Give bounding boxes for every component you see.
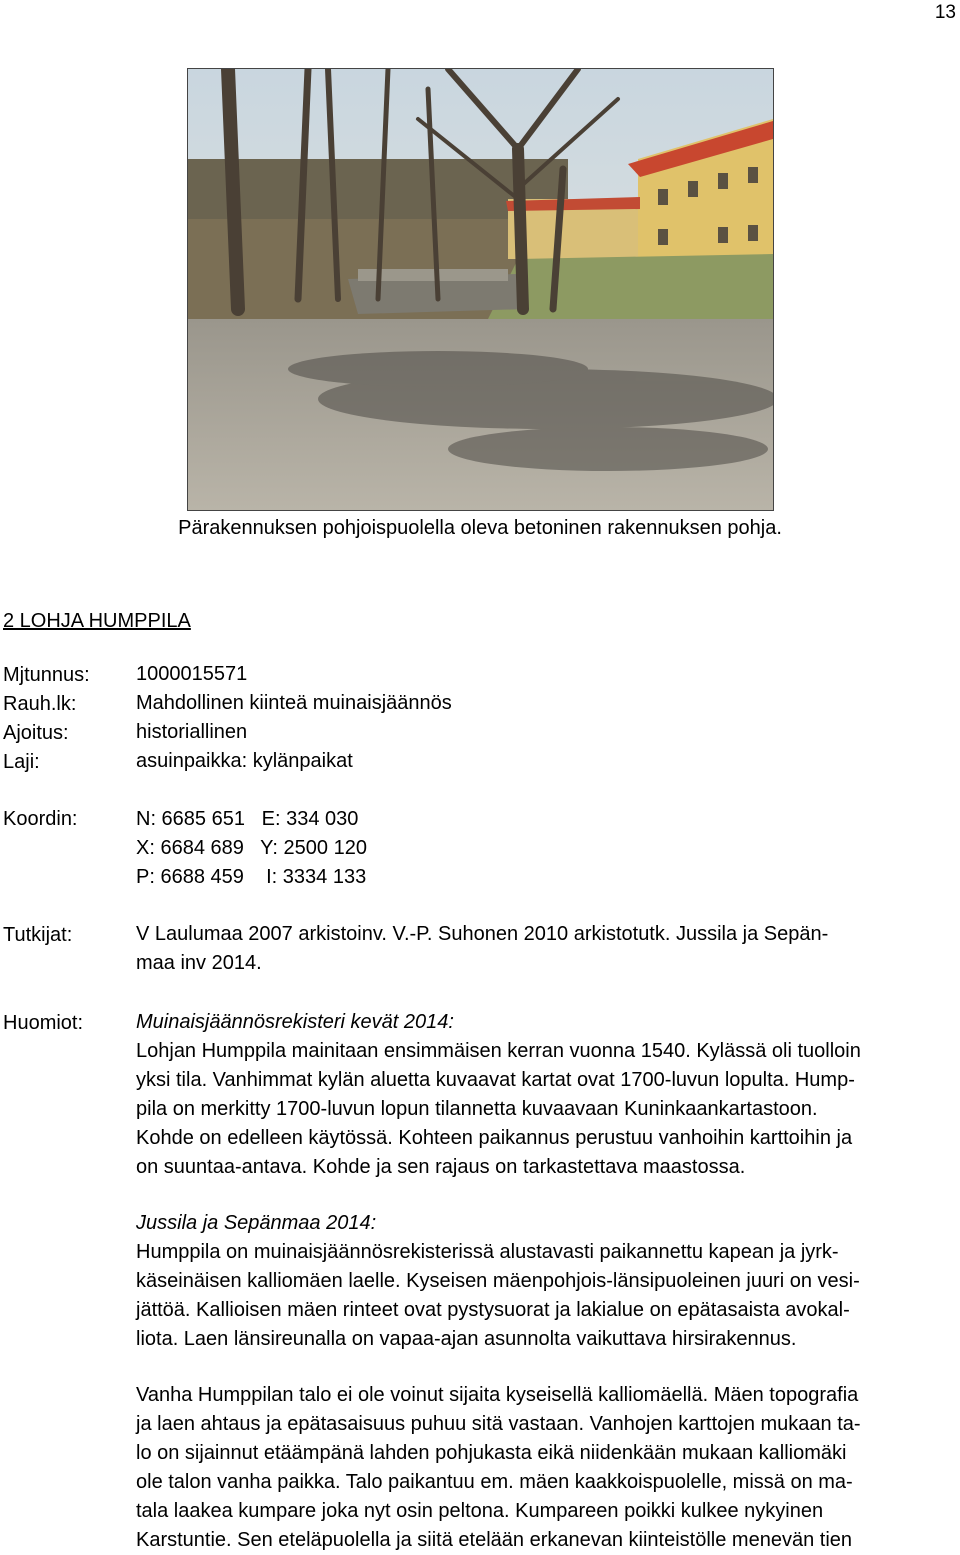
para-title: Muinaisjäännösrekisteri kevät 2014: [136,1011,454,1033]
text-line: liota. Laen länsireunalla on vapaa-ajan asunnolta vaikuttava hirsirakennus. [136,1328,797,1350]
text-line: lo on sijainnut etäämpänä lahden pohjukasta eikä niidenkään mukaan kalliomäki [136,1442,847,1464]
text-line: pila on merkitty 1700-luvun lopun tilannetta kuvaavaan Kuninkaankartastoon. [136,1098,818,1120]
text-line: jättöä. Kallioisen mäen rinteet ovat pystysuorat ja lakialue on epätasaista avokal- [136,1299,850,1321]
page-number: 13 [934,2,956,23]
huomiot-label: Huomiot: [3,1012,84,1034]
text-line: tala laakea kumpare joka nyt osin peltona. Kumpareen poikki kulkee nykyinen [136,1500,824,1522]
coord-line: X: 6684 689 Y: 2500 120 [136,837,367,859]
field-value-ajoitus: historiallinen [136,721,248,743]
huomiot-para1 [136,1008,956,1182]
text-line: Karstuntie. Sen eteläpuolella ja siitä etelään erkanevan kiinteistölle menevän tien [136,1529,853,1551]
tutkijat-text [136,920,956,978]
field-label-ajoitus: Ajoitus: [3,722,69,744]
huomiot-para3 [136,1381,956,1555]
photo-caption: Pärakennuksen pohjoispuolella oleva betoninen rakennuksen pohja. [178,517,782,539]
para-title: Jussila ja Sepänmaa 2014: [136,1212,377,1234]
text-line: V Laulumaa 2007 arkistoinv. V.-P. Suhonen 2010 arkistotutk. Jussila ja Sepän- [136,923,829,945]
text-line: maa inv 2014. [136,952,262,974]
huomiot-para2 [136,1209,956,1354]
field-label-rauhlk: Rauh.lk: [3,693,77,715]
site-photo [187,68,774,511]
text-line: yksi tila. Vanhimmat kylän aluetta kuvaavat kartat ovat 1700-luvun lopulta. Hump- [136,1069,855,1091]
text-line: Vanha Humppilan talo ei ole voinut sijaita kyseisellä kalliomäellä. Mäen topografia [136,1384,859,1406]
tutkijat-label: Tutkijat: [3,924,73,946]
text-line: Lohjan Humppila mainitaan ensimmäisen kerran vuonna 1540. Kylässä oli tuolloin [136,1040,861,1062]
text-line: on suuntaa-antava. Kohde ja sen rajaus on tarkastettava maastossa. [136,1156,746,1178]
text-line: ole talon vanha paikka. Talo paikantuu em. mäen kaakkoispuolelle, missä on ma- [136,1471,853,1493]
text-line: ja laen ahtaus ja epätasaisuus puhuu sitä vastaan. Vanhojen karttojen mukaan ta- [136,1413,861,1435]
field-value-mjtunnus: 1000015571 [136,663,248,685]
field-label-laji: Laji: [3,751,40,773]
field-value-laji: asuinpaikka: kylänpaikat [136,750,353,772]
coord-line: P: 6688 459 I: 3334 133 [136,866,367,888]
text-line: Kohde on edelleen käytössä. Kohteen paikannus perustuu vanhoihin karttoihin ja [136,1127,853,1149]
section-heading: 2 LOHJA HUMPPILA [3,610,191,632]
text-line: käseinäisen kalliomäen laelle. Kyseisen mäenpohjois-länsipuoleinen juuri on vesi- [136,1270,860,1292]
field-label-mjtunnus: Mjtunnus: [3,664,90,686]
field-value-rauhlk: Mahdollinen kiinteä muinaisjäännös [136,692,452,714]
coord-line: N: 6685 651 E: 334 030 [136,808,359,830]
koordin-label: Koordin: [3,808,78,830]
text-line: Humppila on muinaisjäännösrekisterissä alustavasti paikannettu kapean ja jyrk- [136,1241,839,1263]
